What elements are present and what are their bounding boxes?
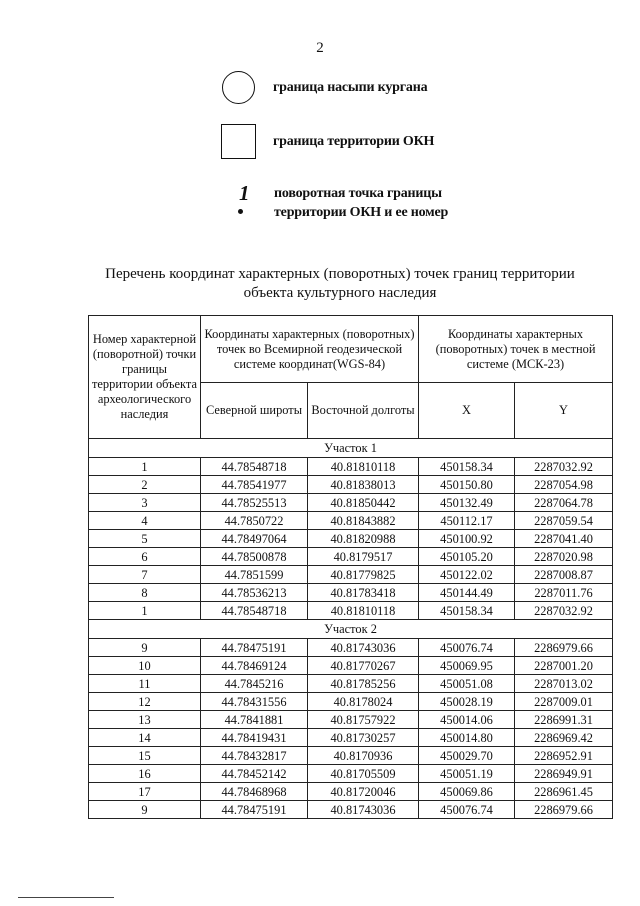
cell-y: 2286991.31: [515, 711, 613, 729]
cell-y: 2286961.45: [515, 783, 613, 801]
header-wgs-coordinates: Координаты характерных (поворотных) точек во Всемирной геодезической системе координат(WGS-84): [201, 316, 419, 383]
cell-point-number: 1: [89, 458, 201, 476]
table-row: [89, 711, 613, 729]
section-row: [89, 620, 613, 639]
cell-x: 450122.02: [419, 566, 515, 584]
heading-line: объекта культурного наследия: [243, 285, 437, 301]
cell-y: 2287008.87: [515, 566, 613, 584]
cell-y: 2287032.92: [515, 458, 613, 476]
cell-y: 2286952.91: [515, 747, 613, 765]
table-row: [89, 584, 613, 602]
table-heading: [60, 265, 620, 303]
cell-longitude: 40.8178024: [308, 693, 419, 711]
cell-x: 450144.49: [419, 584, 515, 602]
section-row: [89, 439, 613, 458]
cell-longitude: 40.81850442: [308, 494, 419, 512]
legend-item-turning-point: [218, 183, 448, 223]
table-row: [89, 458, 613, 476]
cell-x: 450158.34: [419, 458, 515, 476]
cell-point-number: 15: [89, 747, 201, 765]
cell-longitude: 40.81730257: [308, 729, 419, 747]
header-point-number: Номер характерной (поворотной) точки границы территории объекта археологического наследия: [89, 316, 201, 439]
header-y: Y: [515, 383, 613, 439]
cell-point-number: 13: [89, 711, 201, 729]
cell-latitude: 44.78432817: [201, 747, 308, 765]
cell-longitude: 40.81705509: [308, 765, 419, 783]
cell-longitude: 40.81810118: [308, 458, 419, 476]
cell-point-number: 17: [89, 783, 201, 801]
cell-y: 2287054.98: [515, 476, 613, 494]
cell-longitude: 40.8170936: [308, 747, 419, 765]
table-row: [89, 476, 613, 494]
cell-y: 2287009.01: [515, 693, 613, 711]
table-row: [89, 494, 613, 512]
table-row: [89, 693, 613, 711]
page-number: 2: [316, 40, 324, 56]
cell-y: 2287020.98: [515, 548, 613, 566]
table-row: [89, 765, 613, 783]
cell-y: 2286949.91: [515, 765, 613, 783]
cell-x: 450028.19: [419, 693, 515, 711]
section-title: Участок 2: [89, 620, 613, 639]
coordinates-table: [88, 315, 613, 819]
cell-latitude: 44.7841881: [201, 711, 308, 729]
cell-point-number: 2: [89, 476, 201, 494]
cell-longitude: 40.81843882: [308, 512, 419, 530]
cell-point-number: 14: [89, 729, 201, 747]
cell-x: 450076.74: [419, 639, 515, 657]
cell-y: 2287059.54: [515, 512, 613, 530]
cell-latitude: 44.78431556: [201, 693, 308, 711]
header-north-latitude: Северной широты: [201, 383, 308, 439]
cell-point-number: 8: [89, 584, 201, 602]
cell-latitude: 44.78475191: [201, 639, 308, 657]
cell-y: 2286979.66: [515, 801, 613, 819]
cell-point-number: 4: [89, 512, 201, 530]
square-icon: [221, 124, 256, 159]
cell-point-number: 10: [89, 657, 201, 675]
cell-latitude: 44.78469124: [201, 657, 308, 675]
cell-x: 450029.70: [419, 747, 515, 765]
cell-x: 450112.17: [419, 512, 515, 530]
cell-point-number: 7: [89, 566, 201, 584]
cell-x: 450051.19: [419, 765, 515, 783]
cell-latitude: 44.78497064: [201, 530, 308, 548]
cell-longitude: 40.81779825: [308, 566, 419, 584]
cell-x: 450158.34: [419, 602, 515, 620]
heading-line: Перечень координат характерных (поворотных) точек границ территории: [105, 266, 575, 282]
cell-latitude: 44.78475191: [201, 801, 308, 819]
cell-y: 2286979.66: [515, 639, 613, 657]
table-row: [89, 530, 613, 548]
cell-x: 450132.49: [419, 494, 515, 512]
header-x: X: [419, 383, 515, 439]
cell-longitude: 40.81770267: [308, 657, 419, 675]
table-row: [89, 512, 613, 530]
point-dot-icon: [238, 209, 243, 214]
cell-latitude: 44.78541977: [201, 476, 308, 494]
footnote-rule: [18, 897, 114, 898]
cell-x: 450014.80: [419, 729, 515, 747]
cell-latitude: 44.78525513: [201, 494, 308, 512]
table-row: [89, 783, 613, 801]
cell-point-number: 16: [89, 765, 201, 783]
legend-text-line: территории ОКН и ее номер: [274, 205, 449, 220]
coordinates-table-body: [89, 439, 613, 819]
cell-latitude: 44.78548718: [201, 458, 308, 476]
cell-x: 450150.80: [419, 476, 515, 494]
cell-y: 2287001.20: [515, 657, 613, 675]
cell-latitude: 44.78452142: [201, 765, 308, 783]
cell-point-number: 11: [89, 675, 201, 693]
circle-icon: [222, 71, 255, 104]
cell-y: 2287013.02: [515, 675, 613, 693]
section-title: Участок 1: [89, 439, 613, 458]
cell-x: 450051.08: [419, 675, 515, 693]
cell-x: 450014.06: [419, 711, 515, 729]
legend-item-territory-boundary: [218, 124, 434, 159]
cell-longitude: 40.81838013: [308, 476, 419, 494]
cell-y: 2287064.78: [515, 494, 613, 512]
cell-longitude: 40.81783418: [308, 584, 419, 602]
cell-latitude: 44.78536213: [201, 584, 308, 602]
cell-y: 2286969.42: [515, 729, 613, 747]
cell-y: 2287011.76: [515, 584, 613, 602]
cell-y: 2287041.40: [515, 530, 613, 548]
cell-point-number: 3: [89, 494, 201, 512]
header-east-longitude: Восточной долготы: [308, 383, 419, 439]
table-row: [89, 657, 613, 675]
cell-point-number: 1: [89, 602, 201, 620]
cell-latitude: 44.7851599: [201, 566, 308, 584]
cell-longitude: 40.81720046: [308, 783, 419, 801]
cell-latitude: 44.78468968: [201, 783, 308, 801]
turning-point-icon: [218, 183, 254, 223]
cell-longitude: 40.81820988: [308, 530, 419, 548]
cell-latitude: 44.78548718: [201, 602, 308, 620]
table-row: [89, 729, 613, 747]
cell-y: 2287032.92: [515, 602, 613, 620]
cell-point-number: 5: [89, 530, 201, 548]
table-row: [89, 548, 613, 566]
cell-x: 450076.74: [419, 801, 515, 819]
cell-x: 450069.95: [419, 657, 515, 675]
legend-item-mound-boundary: [218, 71, 427, 104]
cell-point-number: 12: [89, 693, 201, 711]
table-row: [89, 566, 613, 584]
cell-latitude: 44.7850722: [201, 512, 308, 530]
turning-point-number: 1: [239, 181, 250, 205]
cell-longitude: 40.81810118: [308, 602, 419, 620]
cell-point-number: 6: [89, 548, 201, 566]
cell-x: 450069.86: [419, 783, 515, 801]
cell-x: 450105.20: [419, 548, 515, 566]
cell-point-number: 9: [89, 639, 201, 657]
cell-latitude: 44.7845216: [201, 675, 308, 693]
table-row: [89, 747, 613, 765]
cell-longitude: 40.81743036: [308, 639, 419, 657]
legend-text: граница насыпи кургана: [273, 80, 428, 95]
table-row: [89, 602, 613, 620]
cell-longitude: 40.8179517: [308, 548, 419, 566]
cell-latitude: 44.78419431: [201, 729, 308, 747]
cell-longitude: 40.81757922: [308, 711, 419, 729]
table-row: [89, 675, 613, 693]
cell-latitude: 44.78500878: [201, 548, 308, 566]
legend-text-line: поворотная точка границы: [274, 186, 442, 201]
legend-text-block: [274, 184, 448, 222]
cell-longitude: 40.81743036: [308, 801, 419, 819]
cell-x: 450100.92: [419, 530, 515, 548]
legend-text: граница территории ОКН: [273, 134, 435, 149]
table-row: [89, 801, 613, 819]
cell-point-number: 9: [89, 801, 201, 819]
cell-longitude: 40.81785256: [308, 675, 419, 693]
table-row: [89, 639, 613, 657]
header-msk-coordinates: Координаты характерных (поворотных) точек в местной системе (МСК-23): [419, 316, 613, 383]
